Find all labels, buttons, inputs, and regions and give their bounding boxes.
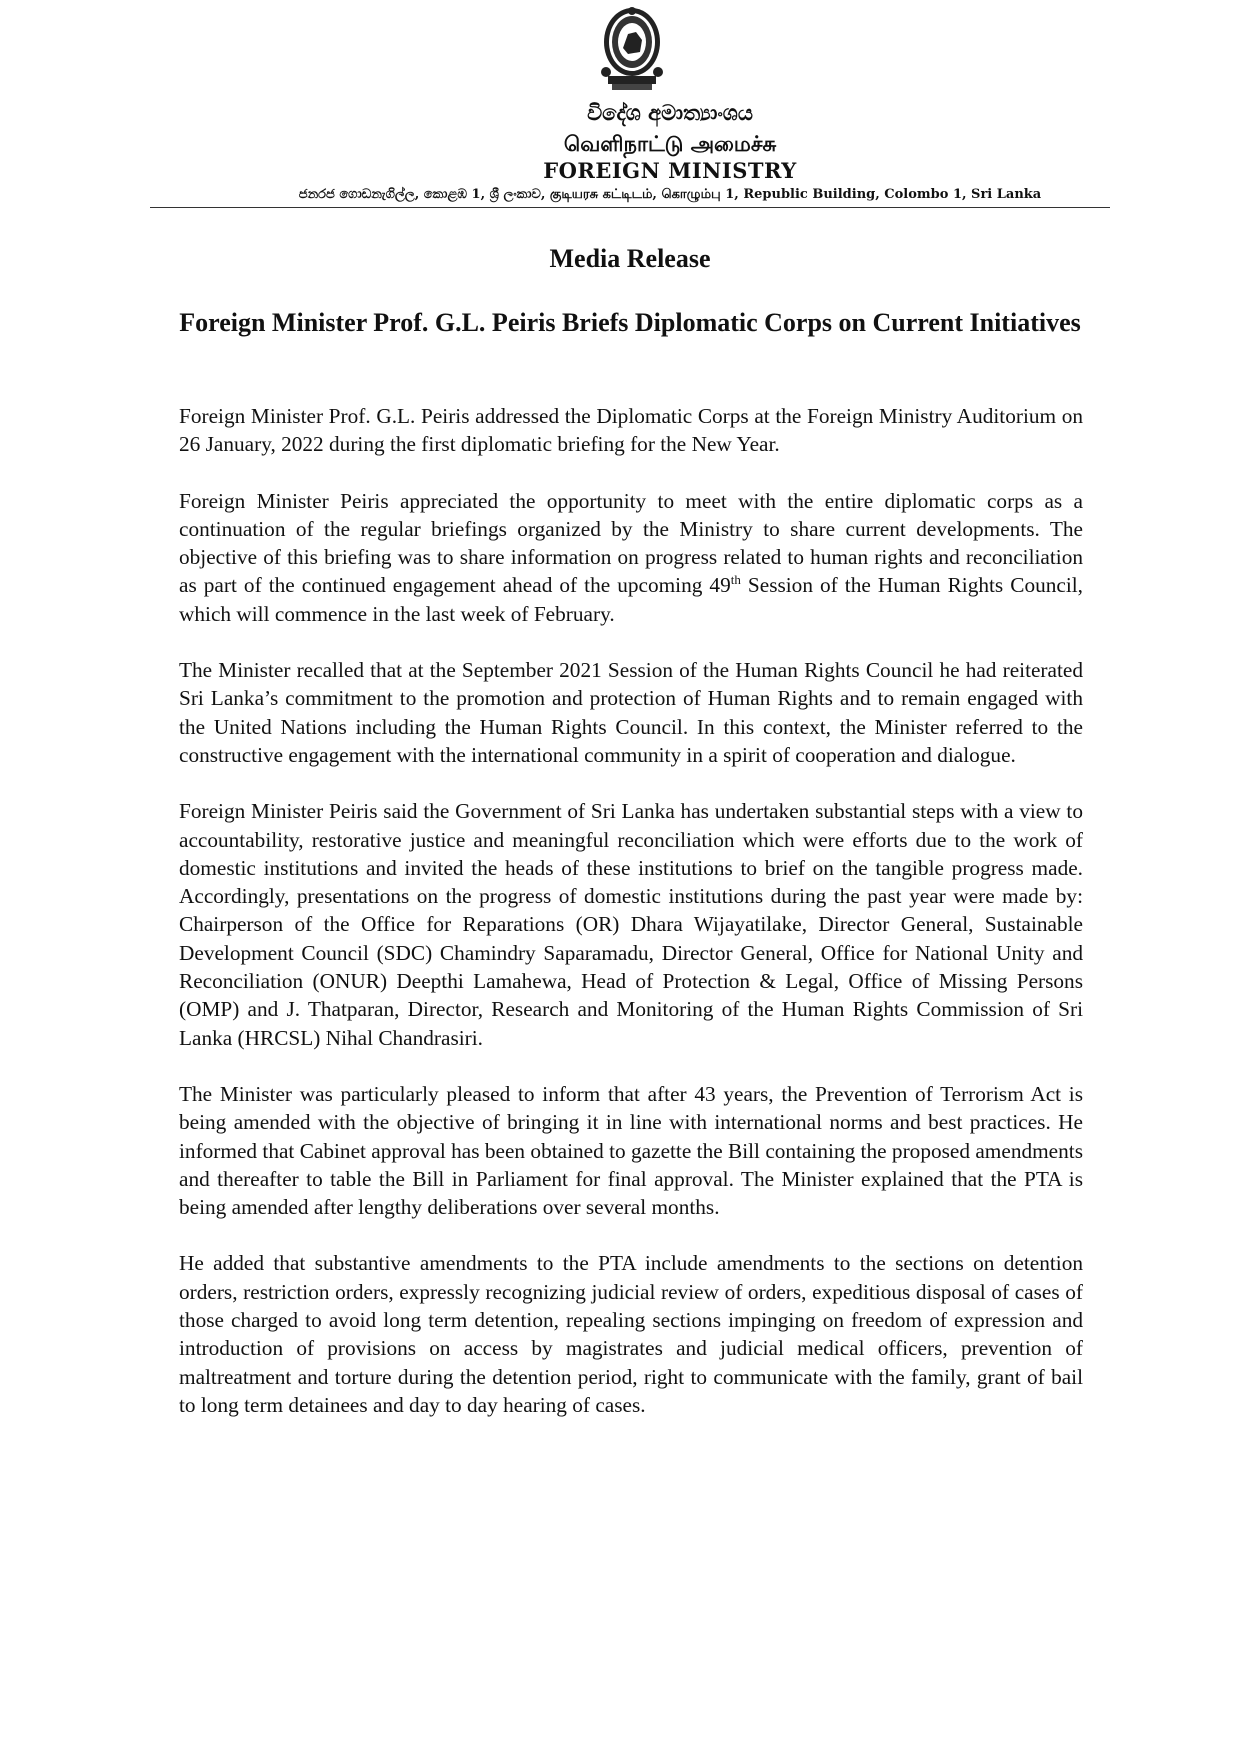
paragraph-5: The Minister was particularly pleased to inform that after 43 years, the Prevention of Terrorism Act is being amended with the objective of bringing it in line with international norms and best practices. He informed that Cabinet approval has been obtained to gazette the Bill containing the proposed amendments and thereafter to table the Bill in Parliament for final approval. The Minister explained that the PTA is being amended after lengthy deliberations over several months. <box>179 1081 1083 1220</box>
letterhead <box>150 6 1110 211</box>
ministry-name-sinhala: විදේශ අමාත්‍යාංශය <box>587 101 753 125</box>
letterhead-divider <box>150 207 1110 208</box>
sri-lanka-emblem-icon <box>598 6 666 98</box>
ministry-name-english: FOREIGN MINISTRY <box>543 158 797 183</box>
paragraph-6: He added that substantive amendments to the PTA include amendments to the sections on detention orders, restriction orders, expressly recognizing judicial review of orders, expeditious disposal of cases of those charged to avoid long term detention, repealing sections impinging on freedom of expression and introduction of provisions on access by magistrates and judicial medical officers, prevention of maltreatment and torture during the detention period, right to communicate with the family, grant of bail to long term detainees and day to day hearing of cases. <box>179 1251 1083 1417</box>
paragraph-1: Foreign Minister Prof. G.L. Peiris addressed the Diplomatic Corps at the Foreign Ministry Auditorium on 26 January, 2022 during the first diplomatic briefing for the New Year. <box>179 404 1083 457</box>
paragraph-2-part-a: Foreign Minister Peiris appreciated the opportunity to meet with the entire diplomatic corps as a continuation of the regular briefings organized by the Ministry to share current developments. The objective of this briefing was to share information on progress related to human rights and reconciliation as part of the continued engagement ahead of the upcoming 49 <box>179 488 1083 598</box>
paragraph-2 <box>179 487 1083 628</box>
paragraph-3: The Minister recalled that at the September 2021 Session of the Human Rights Council he had reiterated Sri Lanka’s commitment to the promotion and protection of Human Rights and to remain engaged with the United Nations including the Human Rights Council. In this context, the Minister referred to the constructive engagement with the international community in a spirit of cooperation and dialogue. <box>179 658 1083 767</box>
ordinal-suffix: th <box>730 572 741 588</box>
paragraph-4: Foreign Minister Peiris said the Government of Sri Lanka has undertaken substantial steps with a view to accountability, restorative justice and meaningful reconciliation which were efforts due to the work of domestic institutions and invited the heads of these institutions to brief on the tangible progress made. Accordingly, presentations on the progress of domestic institutions during the past year were made by: Chairperson of the Office for Reparations (OR) Dhara Wijayatilake, Director General, Sustainable Development Council (SDC) Chamindry Saparamadu, Director General, Office for National Unity and Reconciliation (ONUR) Deepthi Lamahewa, Head of Protection & Legal, Office of Missing Persons (OMP) and J. Thatparan, Director, Research and Monitoring of the Human Rights Commission of Sri Lanka (HRCSL) Nihal Chandrasiri. <box>179 799 1083 1050</box>
ministry-address: ජනරජ ගොඩනැගිල්ල, කොළඹ 1, ශ්‍රී ලංකාව, குடியரசு கட்டிடம், கொழும்பு 1, Republic Building, Colombo 1, Sri Lanka <box>298 187 1042 202</box>
ministry-name-tamil: வெளிநாட்டு அமைச்சு <box>563 132 777 156</box>
document-type-title: Media Release <box>549 244 711 273</box>
release-body <box>179 402 1083 1447</box>
paragraph-2-part-b: Session of the Human Rights Council, which will commence in the last week of February. <box>179 573 1084 626</box>
release-headline: Foreign Minister Prof. G.L. Peiris Briefs Diplomatic Corps on Current Initiatives <box>179 308 1081 337</box>
